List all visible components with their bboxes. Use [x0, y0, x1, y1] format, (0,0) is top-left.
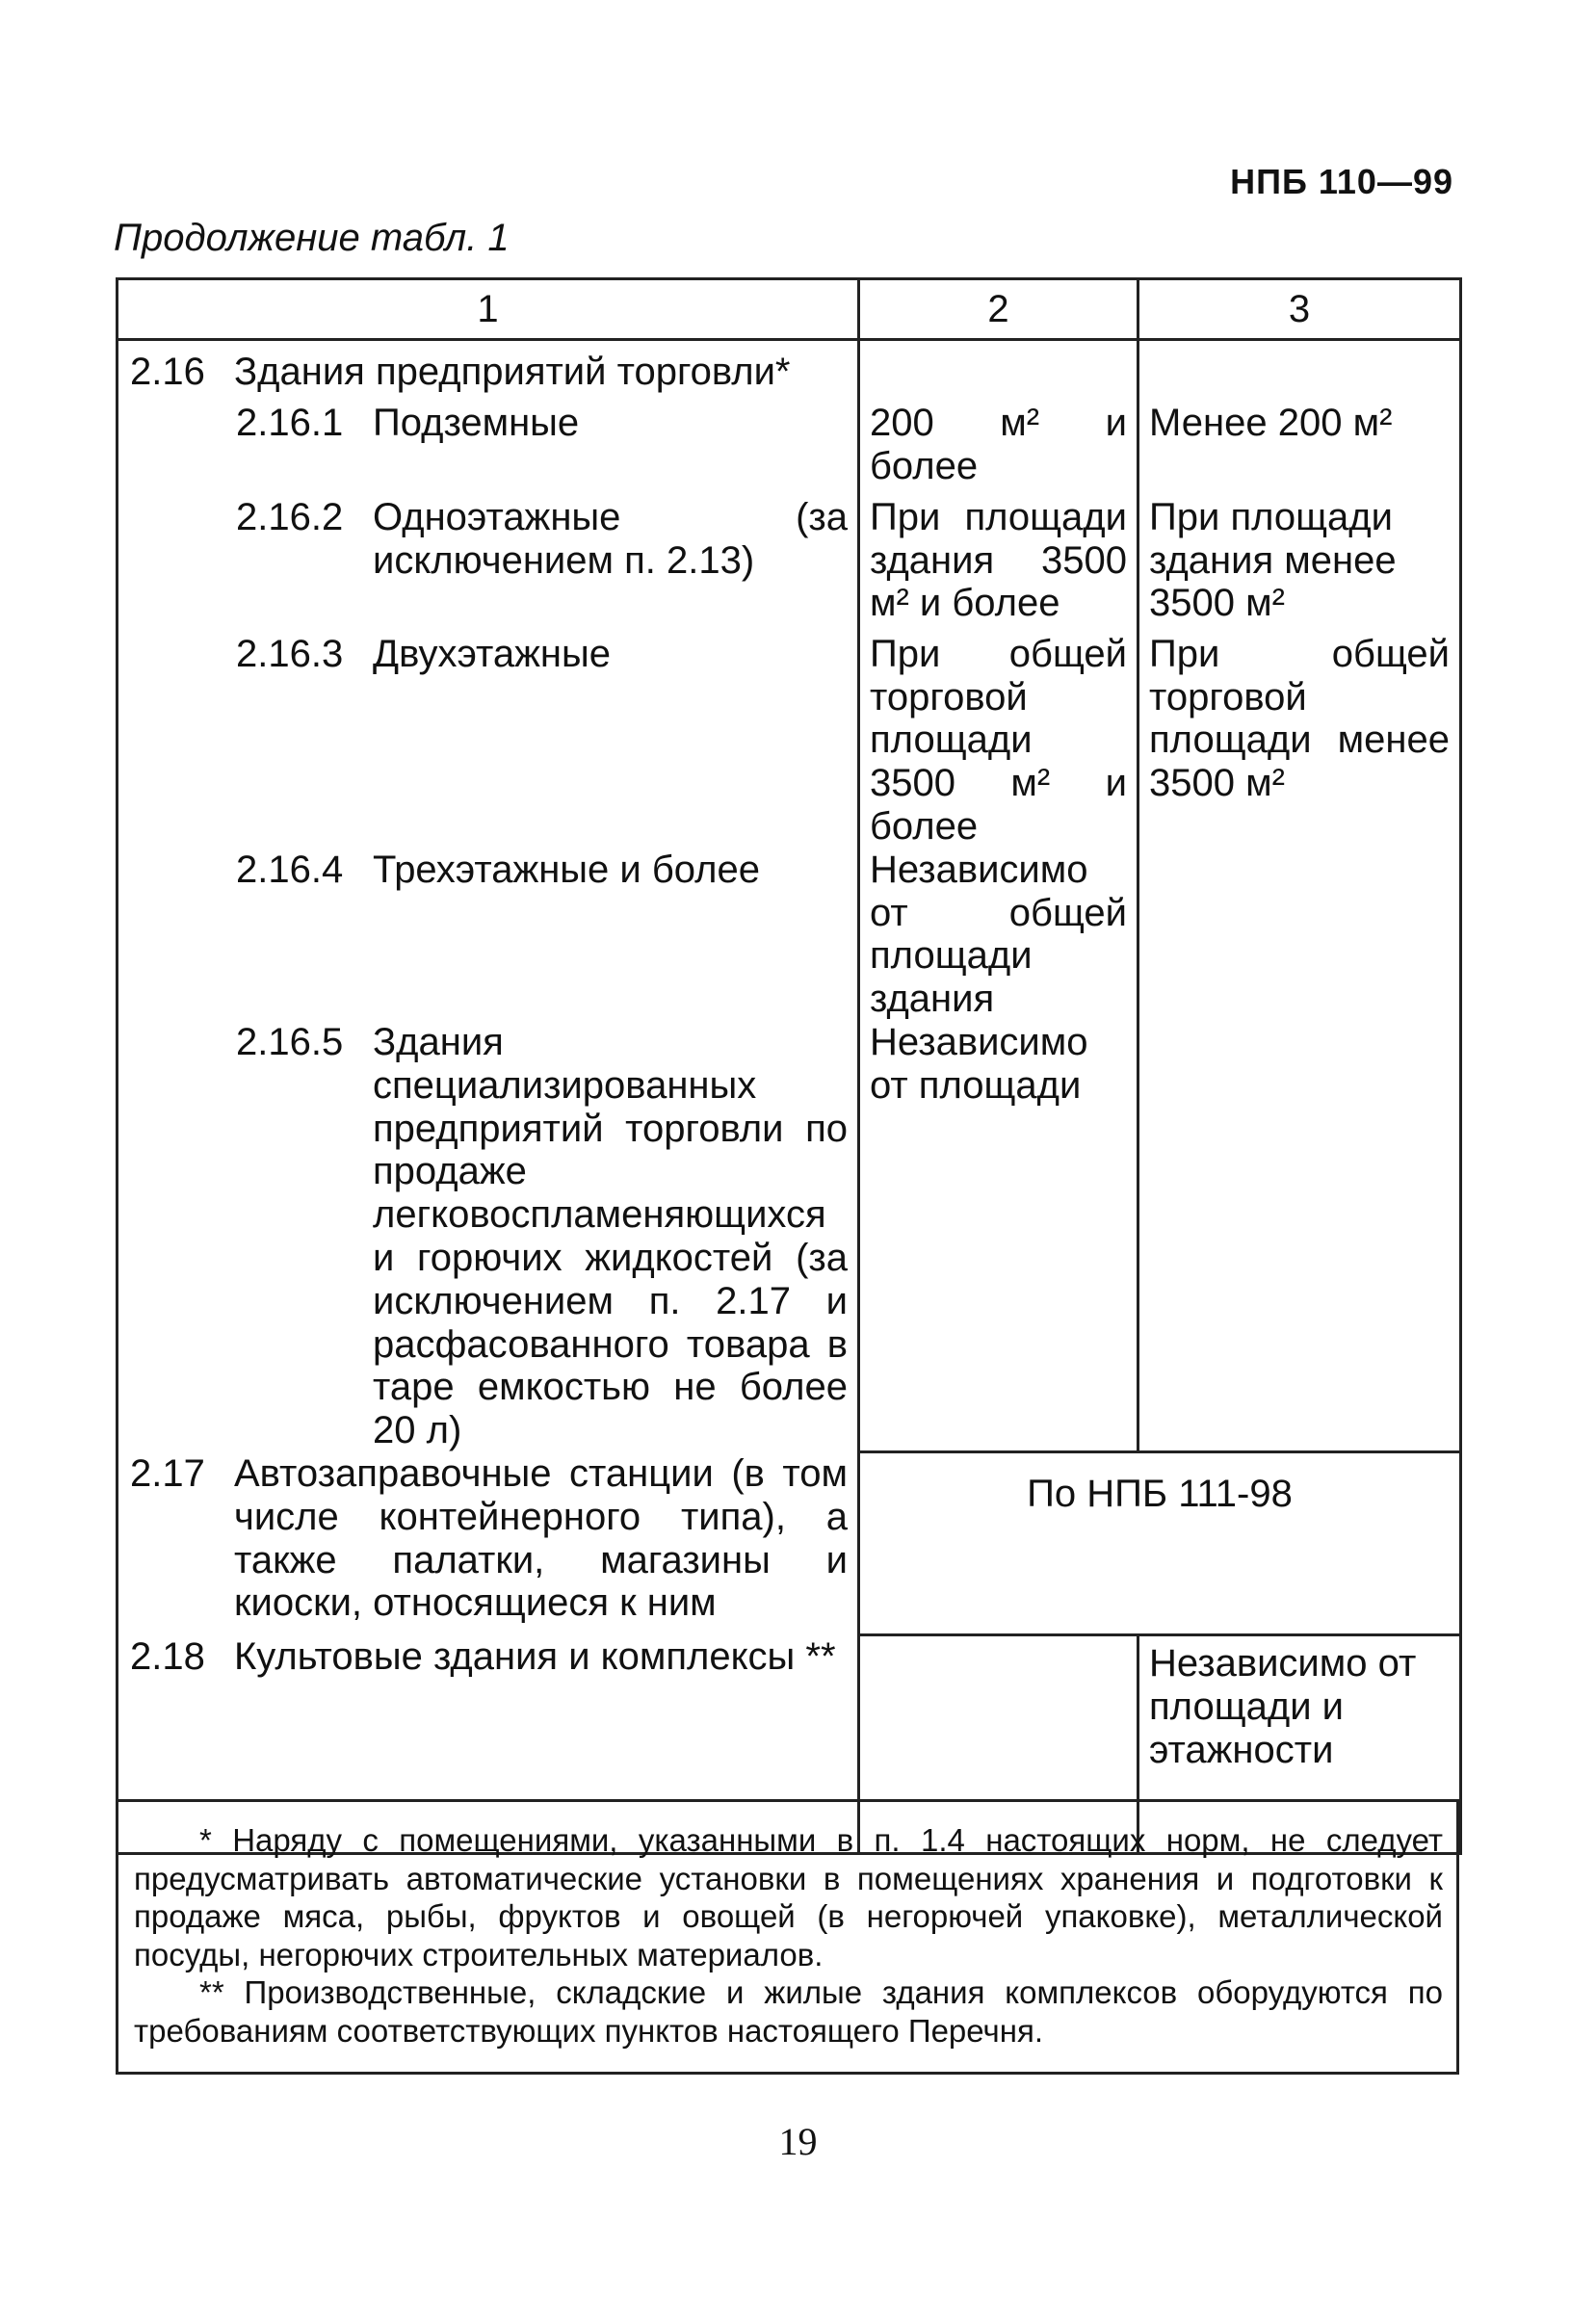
table-row: [118, 1021, 1461, 1452]
table-continuation-caption: Продолжение табл. 1: [114, 217, 510, 259]
table-row: [118, 402, 1461, 496]
table-row: [118, 633, 1461, 849]
row-number: 2.16.1: [236, 401, 344, 444]
requirements-table: [116, 277, 1462, 1855]
col2-value: При площади здания 3500 м² и более: [870, 495, 1127, 625]
row-title: Одноэтажные (за исключением п. 2.13): [373, 495, 848, 582]
row-title: Культовые здания и комплексы **: [234, 1634, 836, 1678]
row-number: 2.16.2: [236, 495, 344, 538]
row-number: 2.16.4: [236, 848, 344, 891]
row-number: 2.16.5: [236, 1020, 344, 1063]
row-title: Здания специализированных предприятий торговли по продаже легковоспламеняющихся и горючих жидкостей (за исключением п. 2.17 и расфасованного товара в таре емкостью не более 20 л): [373, 1020, 848, 1452]
table-row: [118, 351, 1461, 402]
column-header-3: 3: [1138, 279, 1461, 340]
col3-value: При общей торговой площади менее 3500 м²: [1149, 632, 1450, 805]
col2-value: При общей торговой площади 3500 м² и более: [870, 632, 1127, 848]
row-title: Автозаправочные станции (в том числе контейнерного типа), а также палатки, магазины и киоски, относящиеся к ним: [234, 1451, 848, 1625]
row-number: 2.17: [130, 1451, 205, 1495]
col3-value: При площади здания менее 3500 м²: [1149, 495, 1397, 625]
table-header-row: [118, 279, 1461, 340]
table-footnotes: [116, 1799, 1459, 2075]
row-title: Подземные: [373, 401, 580, 444]
page-number: 19: [778, 2120, 818, 2163]
col2-value: Независимо от площади: [870, 1020, 1088, 1107]
merged-value: По НПБ 111-98: [1027, 1473, 1293, 1516]
col2-value: Независимо от общей площади здания: [870, 848, 1127, 1021]
column-header-2: 2: [859, 279, 1138, 340]
column-header-1: 1: [118, 279, 859, 340]
table-row: [118, 496, 1461, 633]
row-number: 2.18: [130, 1634, 205, 1678]
row-number: 2.16.3: [236, 632, 344, 675]
table-row: [118, 849, 1461, 1021]
col3-value: Менее 200 м²: [1149, 401, 1393, 444]
row-title: Трехэтажные и более: [373, 848, 760, 891]
footnote-2: ** Производственные, складские и жилые здания комплексов оборудуются по требованиям соответствующих пунктов настоящего Перечня.: [134, 1974, 1443, 2049]
col3-value: Независимо от площади и этажности: [1149, 1642, 1417, 1772]
row-title: Здания предприятий торговли*: [234, 351, 791, 393]
footnote-1: * Наряду с помещениями, указанными в п. 1.4 настоящих норм, не следует предусматривать автоматические установки в помещениях хранения и подготовки к продаже мяса, рыбы, фруктов и овощей (в негорючей упаковке), металлической посуды, негорючих строительных материалов.: [134, 1822, 1443, 1972]
document-code: НПБ 110—99: [1230, 162, 1453, 201]
row-title: Двухэтажные: [373, 632, 611, 675]
row-number: 2.16: [130, 351, 205, 393]
col2-value: 200 м² и более: [870, 401, 1127, 487]
table-row: [118, 1452, 1461, 1635]
